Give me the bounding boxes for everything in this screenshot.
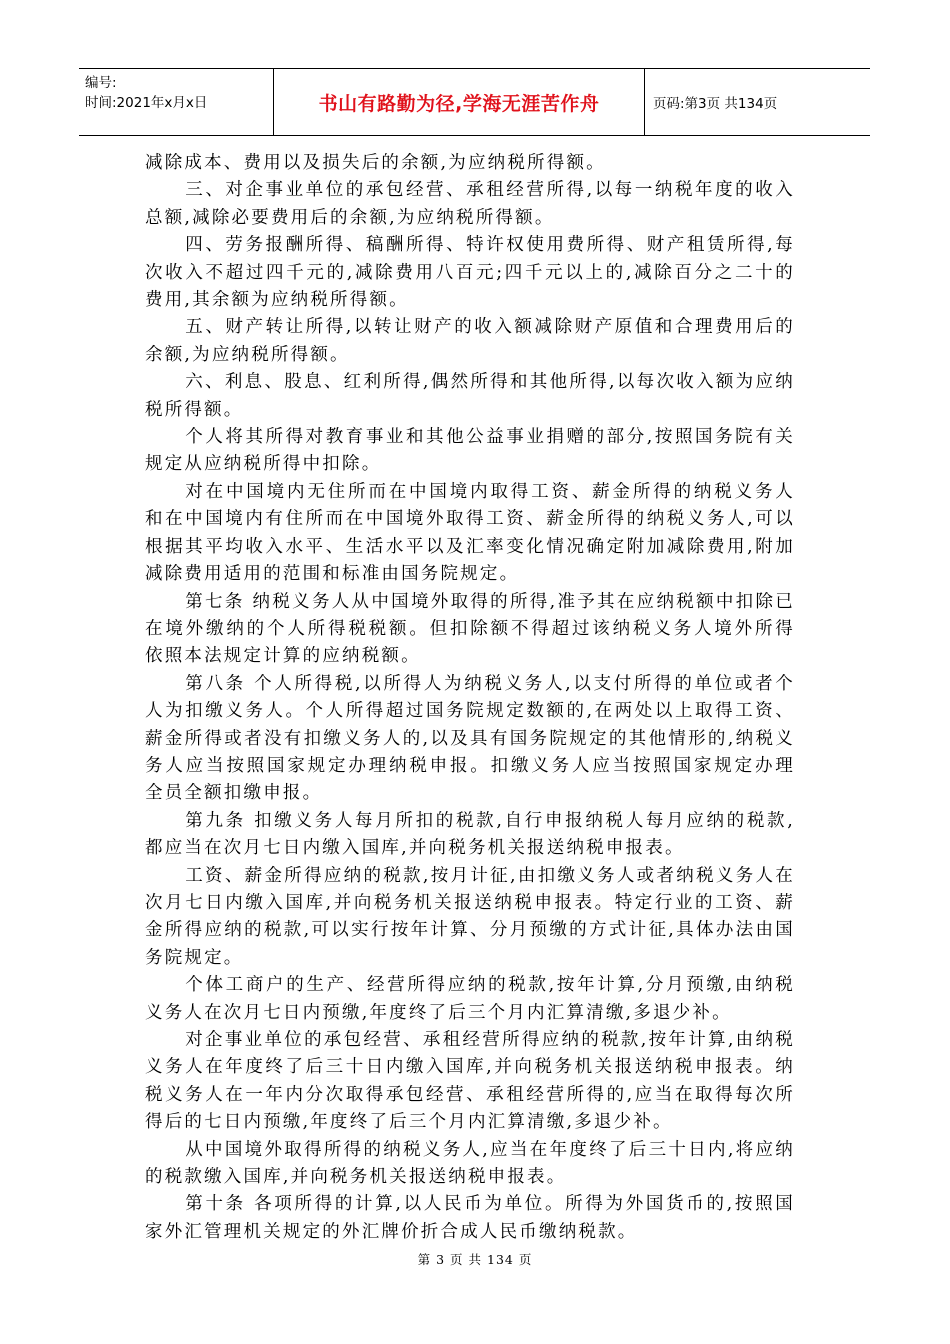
document-number-label: 编号: — [85, 75, 117, 91]
document-time-label: 时间:2021年x月x日 — [85, 95, 208, 111]
header-motto: 书山有路勤为径,学海无涯苦作舟 — [274, 69, 645, 135]
body-paragraph: 对企事业单位的承包经营、承租经营所得应纳的税款,按年计算,由纳税义务人在年度终了后三十日内缴入国库,并向税务机关报送纳税申报表。纳税义务人在一年内分次取得承包经营、承租经营所得的,应当在取得每次所得后的七日内预缴,年度终了后三个月内汇算清缴,多退少补。 — [145, 1030, 795, 1133]
body-paragraph: 五、财产转让所得,以转让财产的收入额减除财产原值和合理费用后的余额,为应纳税所得额。 — [145, 317, 795, 365]
body-paragraph: 第七条 纳税义务人从中国境外取得的所得,准予其在应纳税额中扣除已在境外缴纳的个人所得税税额。但扣除额不得超过该纳税义务人境外所得依照本法规定计算的应纳税额。 — [145, 591, 795, 667]
body-paragraph: 个体工商户的生产、经营所得应纳的税款,按年计算,分月预缴,由纳税义务人在次月七日内预缴,年度终了后三个月内汇算清缴,多退少补。 — [145, 975, 795, 1023]
body-paragraph: 工资、薪金所得应纳的税款,按月计征,由扣缴义务人或者纳税义务人在次月七日内缴入国库,并向税务机关报送纳税申报表。特定行业的工资、薪金所得应纳的税款,可以实行按年计算、分月预缴的方式计征,具体办法由国务院规定。 — [145, 865, 795, 968]
body-paragraph: 第八条 个人所得税,以所得人为纳税义务人,以支付所得的单位或者个人为扣缴义务人。个人所得超过国务院规定数额的,在两处以上取得工资、薪金所得或者没有扣缴义务人的,以及具有国务院规定的其他情形的,纳税义务人应当按照国家规定办理纳税申报。扣缴义务人应当按照国家规定办理全员全额扣缴申报。 — [145, 673, 795, 804]
body-paragraph: 三、对企事业单位的承包经营、承租经营所得,以每一纳税年度的收入总额,减除必要费用后的余额,为应纳税所得额。 — [145, 180, 795, 228]
header-meta — [79, 69, 274, 135]
body-paragraph: 第九条 扣缴义务人每月所扣的税款,自行申报纳税人每月应纳的税款,都应当在次月七日内缴入国库,并向税务机关报送纳税申报表。 — [145, 810, 795, 859]
body-paragraph: 减除成本、费用以及损失后的余额,为应纳税所得额。 — [145, 153, 606, 173]
body-paragraph: 个人将其所得对教育事业和其他公益事业捐赠的部分,按照国务院有关规定从应纳税所得中扣除。 — [145, 427, 795, 475]
document-body — [145, 150, 795, 1246]
body-paragraph: 从中国境外取得所得的纳税义务人,应当在年度终了后三十日内,将应纳的税款缴入国库,并向税务机关报送纳税申报表。 — [145, 1139, 795, 1188]
header-page-info: 页码:第3页 共134页 — [653, 96, 778, 112]
body-paragraph: 对在中国境内无住所而在中国境内取得工资、薪金所得的纳税义务人和在中国境内有住所而在中国境外取得工资、薪金所得的纳税义务人,可以根据其平均收入水平、生活水平以及汇率变化情况确定附加减除费用,附加减除费用适用的范围和标准由国务院规定。 — [145, 481, 795, 585]
body-paragraph: 六、利息、股息、红利所得,偶然所得和其他所得,以每次收入额为应纳税所得额。 — [145, 372, 795, 420]
body-paragraph: 四、劳务报酬所得、稿酬所得、特许权使用费所得、财产租赁所得,每次收入不超过四千元的,减除费用八百元;四千元以上的,减除百分之二十的费用,其余额为应纳税所得额。 — [145, 235, 795, 311]
page-footer: 第 3 页 共 134 页 — [417, 1252, 533, 1267]
body-paragraph: 第十条 各项所得的计算,以人民币为单位。所得为外国货币的,按照国家外汇管理机关规定的外汇牌价折合成人民币缴纳税款。 — [145, 1194, 795, 1242]
page-header — [79, 68, 870, 136]
